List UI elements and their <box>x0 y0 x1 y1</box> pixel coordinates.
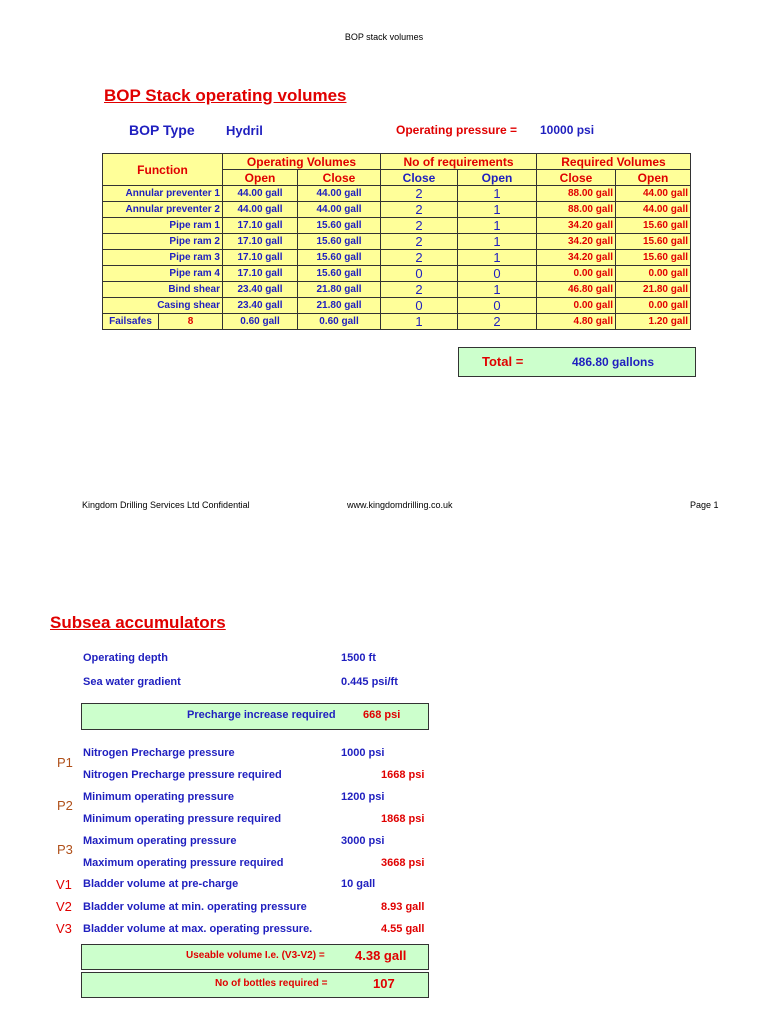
bladder-volume-min-value: 8.93 gall <box>381 901 425 913</box>
failsafes-count: 8 <box>159 314 223 330</box>
p1-marker: P1 <box>57 755 73 770</box>
header-vol-open: Open <box>616 170 691 186</box>
subsea-section-title: Subsea accumulators <box>50 613 226 632</box>
row-req-open: 0 <box>458 266 537 282</box>
row-vol-open: 44.00 gall <box>616 202 691 218</box>
row-op-open: 17.10 gall <box>223 234 298 250</box>
row-req-close: 2 <box>381 234 458 250</box>
row-req-close: 2 <box>381 186 458 202</box>
header-no-of-requirements: No of requirements <box>381 154 537 170</box>
operating-pressure-value: 10000 psi <box>540 123 595 137</box>
row-op-close: 21.80 gall <box>298 298 381 314</box>
footer-company: Kingdom Drilling Services Ltd Confidential <box>82 500 250 510</box>
bop-volumes-table <box>102 153 691 330</box>
row-op-open: 44.00 gall <box>223 202 298 218</box>
bop-table-row <box>103 282 691 298</box>
bop-type-label: BOP Type <box>129 122 195 138</box>
bladder-volume-max-value: 4.55 gall <box>381 923 425 935</box>
p2-marker: P2 <box>57 798 73 813</box>
failsafes-op-close: 0.60 gall <box>298 314 381 330</box>
nitrogen-precharge-required-label: Nitrogen Precharge pressure required <box>83 769 282 781</box>
failsafes-vol-open: 1.20 gall <box>616 314 691 330</box>
v3-marker: V3 <box>56 921 72 936</box>
row-op-open: 17.10 gall <box>223 266 298 282</box>
row-req-close: 0 <box>381 266 458 282</box>
row-vol-close: 34.20 gall <box>537 218 616 234</box>
row-op-close: 15.60 gall <box>298 234 381 250</box>
row-vol-close: 88.00 gall <box>537 202 616 218</box>
row-function: Pipe ram 1 <box>103 218 223 234</box>
row-op-close: 15.60 gall <box>298 250 381 266</box>
row-req-close: 2 <box>381 250 458 266</box>
row-req-open: 1 <box>458 218 537 234</box>
row-req-open: 1 <box>458 250 537 266</box>
row-op-open: 17.10 gall <box>223 218 298 234</box>
row-op-open: 44.00 gall <box>223 186 298 202</box>
minimum-operating-pressure-required-value: 1868 psi <box>381 813 425 825</box>
nitrogen-precharge-label: Nitrogen Precharge pressure <box>83 747 235 759</box>
row-req-open: 1 <box>458 282 537 298</box>
row-req-close: 0 <box>381 298 458 314</box>
bop-type-value: Hydril <box>226 123 263 138</box>
nitrogen-precharge-required-value: 1668 psi <box>381 769 425 781</box>
bop-table-row <box>103 298 691 314</box>
page-header-title: BOP stack volumes <box>344 32 424 42</box>
bop-section-title: BOP Stack operating volumes <box>104 86 347 105</box>
row-vol-close: 34.20 gall <box>537 234 616 250</box>
row-op-close: 44.00 gall <box>298 186 381 202</box>
row-vol-open: 21.80 gall <box>616 282 691 298</box>
operating-pressure-label: Operating pressure = <box>396 123 518 137</box>
footer-page-number: Page 1 <box>690 500 719 510</box>
footer-website: www.kingdomdrilling.co.uk <box>347 500 453 510</box>
row-vol-open: 0.00 gall <box>616 298 691 314</box>
row-req-close: 2 <box>381 282 458 298</box>
bottles-required-label: No of bottles required = <box>215 978 328 989</box>
bladder-volume-precharge-value: 10 gall <box>341 878 376 890</box>
row-function: Casing shear <box>103 298 223 314</box>
header-operating-volumes: Operating Volumes <box>223 154 381 170</box>
row-function: Pipe ram 4 <box>103 266 223 282</box>
failsafes-row <box>103 314 691 330</box>
bladder-volume-min-label: Bladder volume at min. operating pressure <box>83 901 307 913</box>
failsafes-req-close: 1 <box>381 314 458 330</box>
row-vol-close: 0.00 gall <box>537 266 616 282</box>
minimum-operating-pressure-label: Minimum operating pressure <box>83 791 234 803</box>
row-vol-close: 0.00 gall <box>537 298 616 314</box>
row-op-close: 15.60 gall <box>298 218 381 234</box>
header-op-open: Open <box>223 170 298 186</box>
bop-table-row <box>103 202 691 218</box>
row-vol-close: 46.80 gall <box>537 282 616 298</box>
row-op-close: 44.00 gall <box>298 202 381 218</box>
maximum-operating-pressure-required-label: Maximum operating pressure required <box>83 857 284 869</box>
row-vol-open: 15.60 gall <box>616 250 691 266</box>
row-vol-open: 44.00 gall <box>616 186 691 202</box>
maximum-operating-pressure-required-value: 3668 psi <box>381 857 425 869</box>
nitrogen-precharge-value: 1000 psi <box>341 747 385 759</box>
header-function: Function <box>103 154 223 186</box>
header-required-volumes: Required Volumes <box>537 154 691 170</box>
row-op-open: 23.40 gall <box>223 282 298 298</box>
useable-volume-label: Useable volume I.e. (V3-V2) = <box>186 950 325 961</box>
row-op-open: 17.10 gall <box>223 250 298 266</box>
row-req-open: 1 <box>458 202 537 218</box>
operating-depth-value: 1500 ft <box>341 652 376 664</box>
minimum-operating-pressure-required-label: Minimum operating pressure required <box>83 813 282 825</box>
row-vol-open: 0.00 gall <box>616 266 691 282</box>
operating-depth-label: Operating depth <box>83 652 168 664</box>
row-req-open: 1 <box>458 186 537 202</box>
sea-water-gradient-value: 0.445 psi/ft <box>341 676 398 688</box>
row-req-close: 2 <box>381 202 458 218</box>
row-vol-open: 15.60 gall <box>616 234 691 250</box>
row-function: Annular preventer 1 <box>103 186 223 202</box>
row-function: Annular preventer 2 <box>103 202 223 218</box>
failsafes-op-open: 0.60 gall <box>223 314 298 330</box>
total-label: Total = <box>482 354 524 369</box>
maximum-operating-pressure-label: Maximum operating pressure <box>83 835 237 847</box>
precharge-increase-value: 668 psi <box>363 709 401 721</box>
row-function: Pipe ram 3 <box>103 250 223 266</box>
maximum-operating-pressure-value: 3000 psi <box>341 835 385 847</box>
header-op-close: Close <box>298 170 381 186</box>
bop-table-row <box>103 186 691 202</box>
bop-table-row <box>103 218 691 234</box>
minimum-operating-pressure-value: 1200 psi <box>341 791 385 803</box>
v2-marker: V2 <box>56 899 72 914</box>
precharge-increase-label: Precharge increase required <box>187 709 336 721</box>
sea-water-gradient-label: Sea water gradient <box>83 676 181 688</box>
p3-marker: P3 <box>57 842 73 857</box>
row-vol-close: 88.00 gall <box>537 186 616 202</box>
failsafes-vol-close: 4.80 gall <box>537 314 616 330</box>
bottles-required-value: 107 <box>373 976 395 991</box>
row-op-close: 21.80 gall <box>298 282 381 298</box>
failsafes-req-open: 2 <box>458 314 537 330</box>
failsafes-label: Failsafes <box>103 314 159 330</box>
row-req-open: 1 <box>458 234 537 250</box>
row-op-open: 23.40 gall <box>223 298 298 314</box>
bop-table-row <box>103 234 691 250</box>
useable-volume-value: 4.38 gall <box>355 948 407 963</box>
row-vol-close: 34.20 gall <box>537 250 616 266</box>
row-op-close: 15.60 gall <box>298 266 381 282</box>
header-req-open: Open <box>458 170 537 186</box>
row-function: Pipe ram 2 <box>103 234 223 250</box>
bladder-volume-precharge-label: Bladder volume at pre-charge <box>83 878 239 890</box>
row-req-close: 2 <box>381 218 458 234</box>
row-function: Bind shear <box>103 282 223 298</box>
total-value: 486.80 gallons <box>572 355 655 369</box>
row-req-open: 0 <box>458 298 537 314</box>
bop-table-row <box>103 250 691 266</box>
header-req-close: Close <box>381 170 458 186</box>
header-vol-close: Close <box>537 170 616 186</box>
v1-marker: V1 <box>56 877 72 892</box>
bladder-volume-max-label: Bladder volume at max. operating pressure. <box>83 923 313 935</box>
bop-table-row <box>103 266 691 282</box>
row-vol-open: 15.60 gall <box>616 218 691 234</box>
